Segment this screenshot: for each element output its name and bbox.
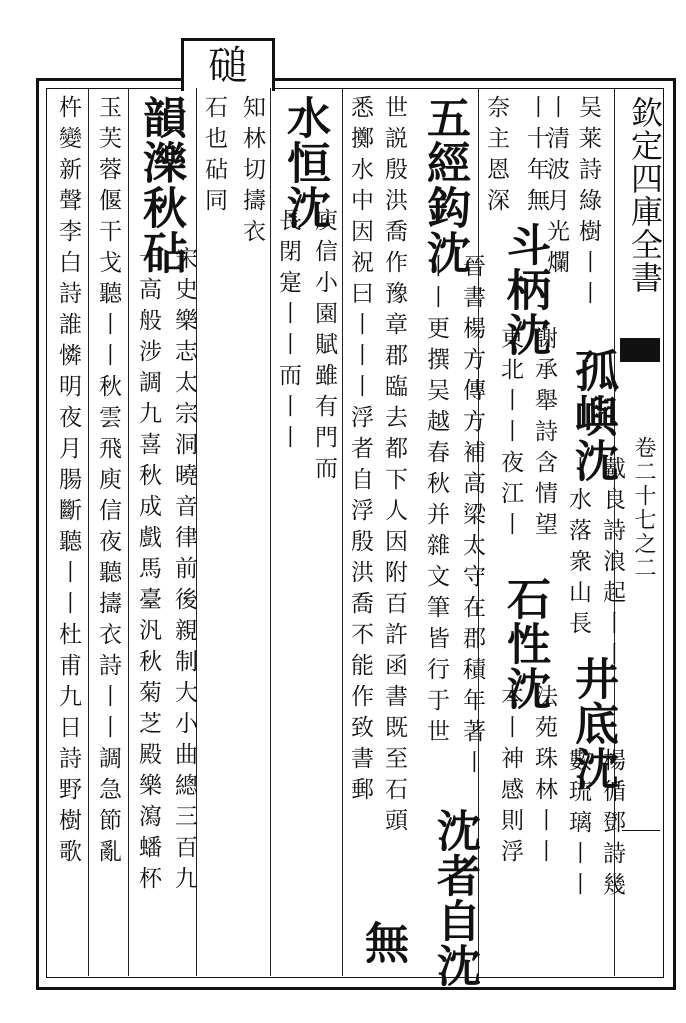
entry-headword: 沈者自沈	[429, 808, 480, 988]
entry-annotation: 玉芙蓉偃干戈聽丨丨秋雲飛庾信夜聽擣衣詩丨丨調急節亂	[95, 95, 121, 870]
entry-headword: 水恒沈	[279, 95, 330, 230]
column-rule	[128, 88, 129, 976]
entry-annotation: 丨丨更撰吴越春秋并雜文筆皆行于世	[423, 254, 449, 750]
entry-annotation: 十高般涉調九喜秋成戲馬臺汎秋菊芝殿樂瀉蟠杯	[135, 246, 161, 897]
entry-annotation: 長閉寔丨丨而丨丨	[275, 208, 301, 456]
column-rule	[342, 88, 343, 976]
entry-annotation: 法苑珠林丨丨	[531, 684, 557, 870]
entry-headword: 孤嶼沈	[567, 348, 618, 483]
entry-annotation: 吴莱詩綠樹丨丨	[575, 95, 601, 312]
entry-headword: 五經鈎沈	[419, 95, 470, 275]
entry-annotation: 悉擲水中因祝曰丨丨丨浮者自浮殷洪喬不能作致書郵	[347, 95, 373, 808]
margin-divider	[622, 830, 660, 831]
entry-headword: 斗柄沈	[499, 222, 550, 357]
entry-annotation: 丨十年無	[523, 95, 549, 219]
entry-headword: 韻濼秋砧	[135, 95, 186, 275]
entry-annotation: 杵變新聲李白詩誰憐明夜月腸斷聽丨丨杜甫九日詩野樹歌	[55, 95, 81, 870]
entry-annotation: 丨水落衆山長	[565, 456, 591, 642]
entry-annotation: 楊循鄧詩幾	[599, 748, 625, 903]
entry-annotation: 石也砧同	[201, 95, 227, 219]
entry-headword: 石性沈	[499, 576, 550, 711]
entry-annotation: 數琉璃丨丨	[565, 748, 591, 903]
entry-annotation: 戴良詩浪起丨丨	[599, 456, 625, 673]
entry-annotation: 宋史樂志太宗洞曉音律前後親制大小曲總三百九	[171, 246, 197, 897]
entry-annotation: 東北丨丨夜江丨	[497, 326, 523, 543]
column-rule	[88, 88, 89, 976]
margin-volume-label: 卷二十七之二	[631, 436, 656, 580]
entry-annotation: 本丨神感則浮	[497, 684, 523, 870]
entry-annotation: 奈主恩深	[483, 95, 509, 219]
entry-annotation: 丨清波月光爛	[543, 95, 569, 281]
fishtail-mark	[620, 338, 660, 362]
margin-book-title: 欽定四庫全書	[626, 96, 664, 294]
entry-annotation: 世説殷洪喬作豫章郡臨去都下人因附百許函書既至石頭	[381, 95, 407, 839]
entry-annotation: 知林切擣衣	[239, 95, 265, 250]
entry-headword: 井底沈	[567, 656, 618, 791]
header-tab-char: 磓	[208, 43, 248, 89]
entry-annotation: 晉書楊方傳方補高梁太守在郡積年著丨	[459, 254, 485, 781]
entry-headword: 無	[357, 920, 408, 965]
entry-annotation: 庾信小園賦雖有門而	[311, 208, 337, 487]
column-rule	[270, 88, 271, 976]
entry-annotation: 謝承舉詩含情望	[531, 326, 557, 543]
